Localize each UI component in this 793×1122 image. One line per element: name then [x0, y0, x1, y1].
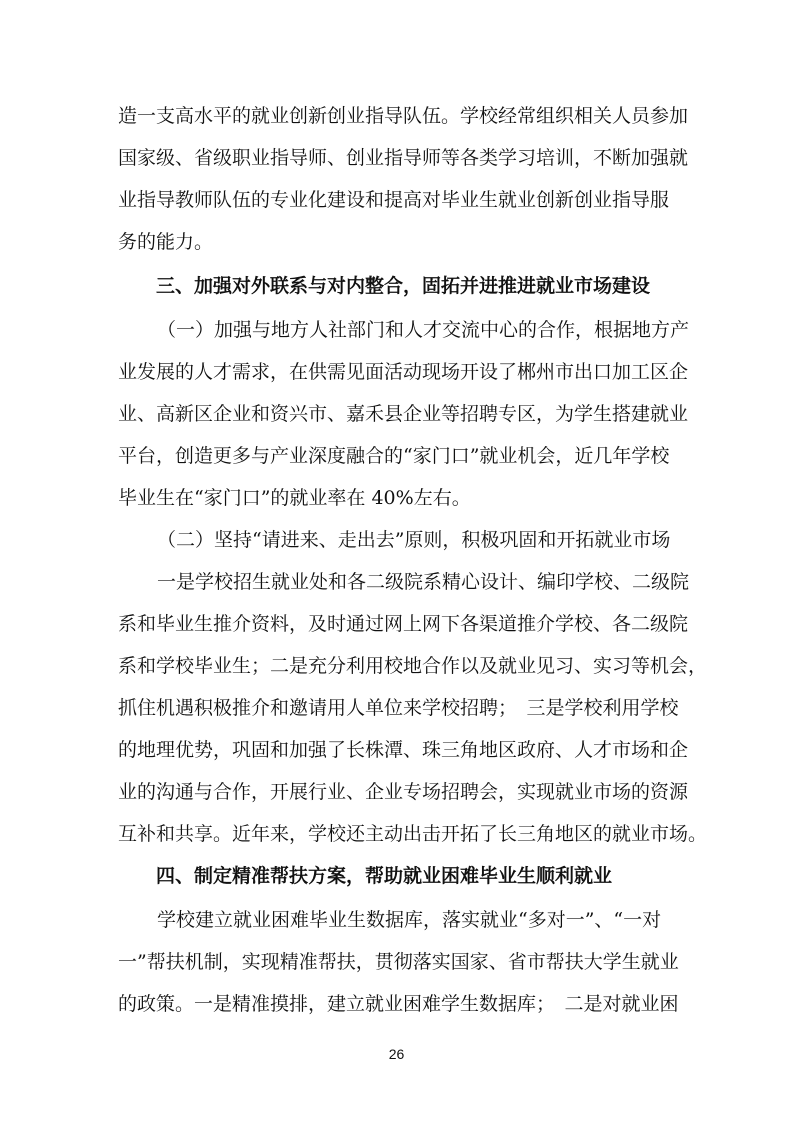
body-text-line: 学校建立就业困难毕业生数据库，落实就业“多对一”、“一对 [157, 909, 662, 931]
body-text-line: 平台，创造更多与产业深度融合的“家门口”就业机会，近几年学校 [118, 445, 670, 467]
body-text-line: 抓住机遇积极推介和邀请用人单位来学校招聘； 三是学校利用学校 [118, 697, 679, 719]
body-text-line: 业发展的人才需求，在供需见面活动现场开设了郴州市出口加工区企 [118, 361, 689, 383]
body-text-line: 一”帮扶机制，实现精准帮扶，贯彻落实国家、省市帮扶大学生就业 [118, 951, 679, 973]
body-text-line: 业、高新区企业和资兴市、嘉禾县企业等招聘专区，为学生搭建就业 [118, 403, 689, 425]
subsection-heading-3-2: （二）坚持“请进来、走出去”原则，积极巩固和开拓就业市场 [157, 529, 671, 551]
section-heading-4: 四、制定精准帮扶方案，帮助就业困难毕业生顺利就业 [156, 865, 613, 887]
body-text-line: 业的沟通与合作，开展行业、企业专场招聘会，实现就业市场的资源 [118, 781, 689, 803]
body-text-line: 毕业生在“家门口”的就业率在 40%左右。 [118, 487, 471, 509]
body-text-line: 的地理优势，巩固和加强了长株潭、珠三角地区政府、人才市场和企 [118, 739, 689, 761]
body-text-line: 务的能力。 [118, 231, 214, 253]
body-text-line: 互补和共享。近年来，学校还主动出击开拓了长三角地区的就业市场。 [118, 823, 708, 845]
body-text-line: 造一支高水平的就业创新创业指导队伍。学校经常组织相关人员参加 [118, 105, 689, 127]
body-text-line: 国家级、省级职业指导师、创业指导师等各类学习培训，不断加强就 [118, 147, 689, 169]
subsection-heading-3-1: （一）加强与地方人社部门和人才交流中心的合作，根据地方产 [157, 319, 690, 341]
body-text-line: 系和学校毕业生；二是充分利用校地合作以及就业见习、实习等机会， [118, 655, 708, 677]
body-text-line: 一是学校招生就业处和各二级院系精心设计、编印学校、二级院 [157, 571, 690, 593]
body-text-line: 的政策。一是精准摸排，建立就业困难学生数据库； 二是对就业困 [118, 993, 679, 1015]
page-number: 26 [388, 1046, 405, 1062]
body-text-line: 业指导教师队伍的专业化建设和提高对毕业生就业创新创业指导服 [118, 189, 670, 211]
section-heading-3: 三、加强对外联系与对内整合，固拓并进推进就业市场建设 [156, 275, 651, 297]
body-text-line: 系和毕业生推介资料，及时通过网上网下各渠道推介学校、各二级院 [118, 613, 689, 635]
